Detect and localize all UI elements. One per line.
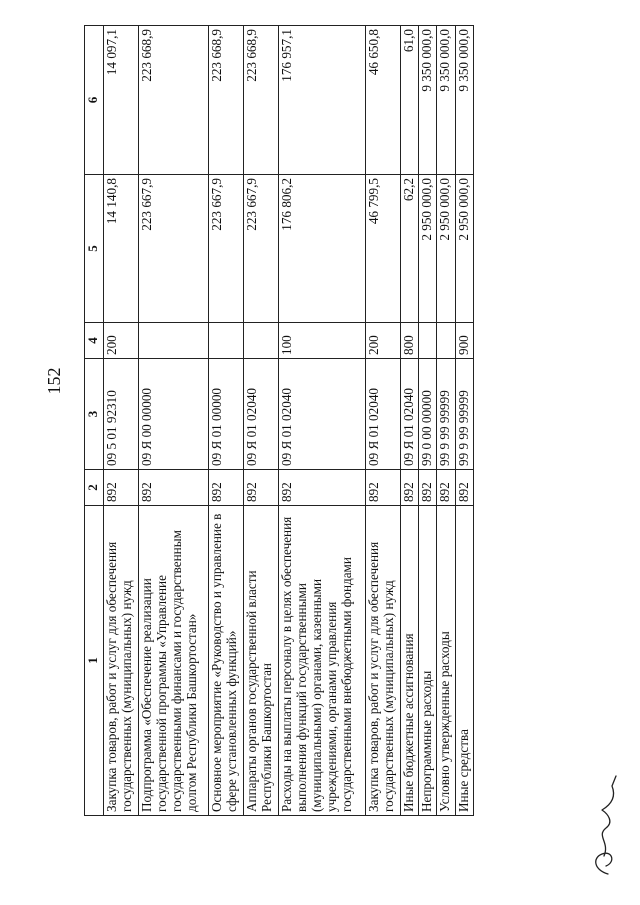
- row-amount-year1: 2 950 000,0: [455, 175, 473, 323]
- row-name: Аппараты органов государственной власти Республики Башкортостан: [244, 506, 279, 816]
- row-expense-type: [139, 323, 208, 359]
- row-ministry-code: 892: [401, 470, 419, 506]
- row-target-code: 09 Я 01 00000: [208, 359, 243, 470]
- row-amount-year1: 62,2: [401, 175, 419, 323]
- row-expense-type: [208, 323, 243, 359]
- row-target-code: 99 0 00 00000: [419, 359, 437, 470]
- row-target-code: 09 Я 01 02040: [401, 359, 419, 470]
- row-expense-type: 900: [455, 323, 473, 359]
- row-ministry-code: 892: [365, 470, 400, 506]
- row-ministry-code: 892: [244, 470, 279, 506]
- row-amount-year2: 223 668,9: [208, 26, 243, 175]
- row-amount-year1: 176 806,2: [279, 175, 366, 323]
- column-header-5: 5: [85, 175, 104, 323]
- row-name: Расходы на выплаты персоналу в целях обеспечения выполнения функций государственными (муниципальными) органами, казенными учреждениями, органами управления государственными внебюджетными фондами: [279, 506, 366, 816]
- row-amount-year2: 46 650,8: [365, 26, 400, 175]
- row-amount-year2: 9 350 000,0: [437, 26, 455, 175]
- table-row: [244, 26, 279, 816]
- row-expense-type: [419, 323, 437, 359]
- row-ministry-code: 892: [208, 470, 243, 506]
- row-amount-year1: 46 799,5: [365, 175, 400, 323]
- row-expense-type: 200: [104, 323, 139, 359]
- column-header-4: 4: [85, 323, 104, 359]
- table-row: [437, 26, 455, 816]
- row-target-code: 99 9 99 99999: [455, 359, 473, 470]
- row-ministry-code: 892: [437, 470, 455, 506]
- row-target-code: 99 9 99 99999: [437, 359, 455, 470]
- page-number: 152: [44, 367, 64, 395]
- row-name: Закупка товаров, работ и услуг для обеспечения государственных (муниципальных) нужд: [104, 506, 139, 816]
- handwritten-signature: [586, 770, 626, 880]
- row-expense-type: 100: [279, 323, 366, 359]
- table-row: [208, 26, 243, 816]
- row-name: Иные средства: [455, 506, 473, 816]
- table-row: [419, 26, 437, 816]
- row-amount-year2: 9 350 000,0: [455, 26, 473, 175]
- row-amount-year1: 14 140,8: [104, 175, 139, 323]
- row-amount-year1: 223 667,9: [139, 175, 208, 323]
- row-target-code: 09 Я 01 02040: [279, 359, 366, 470]
- row-target-code: 09 Я 00 00000: [139, 359, 208, 470]
- table-row: [104, 26, 139, 816]
- row-name: Подпрограмма «Обеспечение реализации государственной программы «Управление государственными финансами и государственным долгом Республики Башкортостан»: [139, 506, 208, 816]
- column-header-6: 6: [85, 26, 104, 175]
- row-expense-type: [244, 323, 279, 359]
- row-amount-year1: 223 667,9: [208, 175, 243, 323]
- column-header-3: 3: [85, 359, 104, 470]
- row-expense-type: 200: [365, 323, 400, 359]
- row-amount-year2: 176 957,1: [279, 26, 366, 175]
- row-ministry-code: 892: [279, 470, 366, 506]
- row-expense-type: 800: [401, 323, 419, 359]
- table-row: [455, 26, 473, 816]
- row-amount-year2: 223 668,9: [244, 26, 279, 175]
- row-name: Закупка товаров, работ и услуг для обеспечения государственных (муниципальных) нужд: [365, 506, 400, 816]
- row-target-code: 09 Я 01 02040: [244, 359, 279, 470]
- row-name: Иные бюджетные ассигнования: [401, 506, 419, 816]
- row-target-code: 09 5 01 92310: [104, 359, 139, 470]
- row-amount-year2: 61,0: [401, 26, 419, 175]
- rotated-budget-table: [84, 26, 474, 816]
- table-row: [365, 26, 400, 816]
- column-header-1: 1: [85, 506, 104, 816]
- row-name: Основное мероприятие «Руководство и управление в сфере установленных функций»: [208, 506, 243, 816]
- table-row: [279, 26, 366, 816]
- table-row: [139, 26, 208, 816]
- row-ministry-code: 892: [419, 470, 437, 506]
- row-amount-year2: 14 097,1: [104, 26, 139, 175]
- table-header-row: [85, 26, 104, 816]
- row-ministry-code: 892: [104, 470, 139, 506]
- row-amount-year1: 2 950 000,0: [419, 175, 437, 323]
- row-ministry-code: 892: [455, 470, 473, 506]
- budget-table: [84, 25, 474, 816]
- row-amount-year1: 2 950 000,0: [437, 175, 455, 323]
- column-header-2: 2: [85, 470, 104, 506]
- row-name: Условно утвержденные расходы: [437, 506, 455, 816]
- row-amount-year2: 223 668,9: [139, 26, 208, 175]
- row-target-code: 09 Я 01 02040: [365, 359, 400, 470]
- row-amount-year1: 223 667,9: [244, 175, 279, 323]
- row-expense-type: [437, 323, 455, 359]
- table-row: [401, 26, 419, 816]
- row-ministry-code: 892: [139, 470, 208, 506]
- row-amount-year2: 9 350 000,0: [419, 26, 437, 175]
- row-name: Непрограммные расходы: [419, 506, 437, 816]
